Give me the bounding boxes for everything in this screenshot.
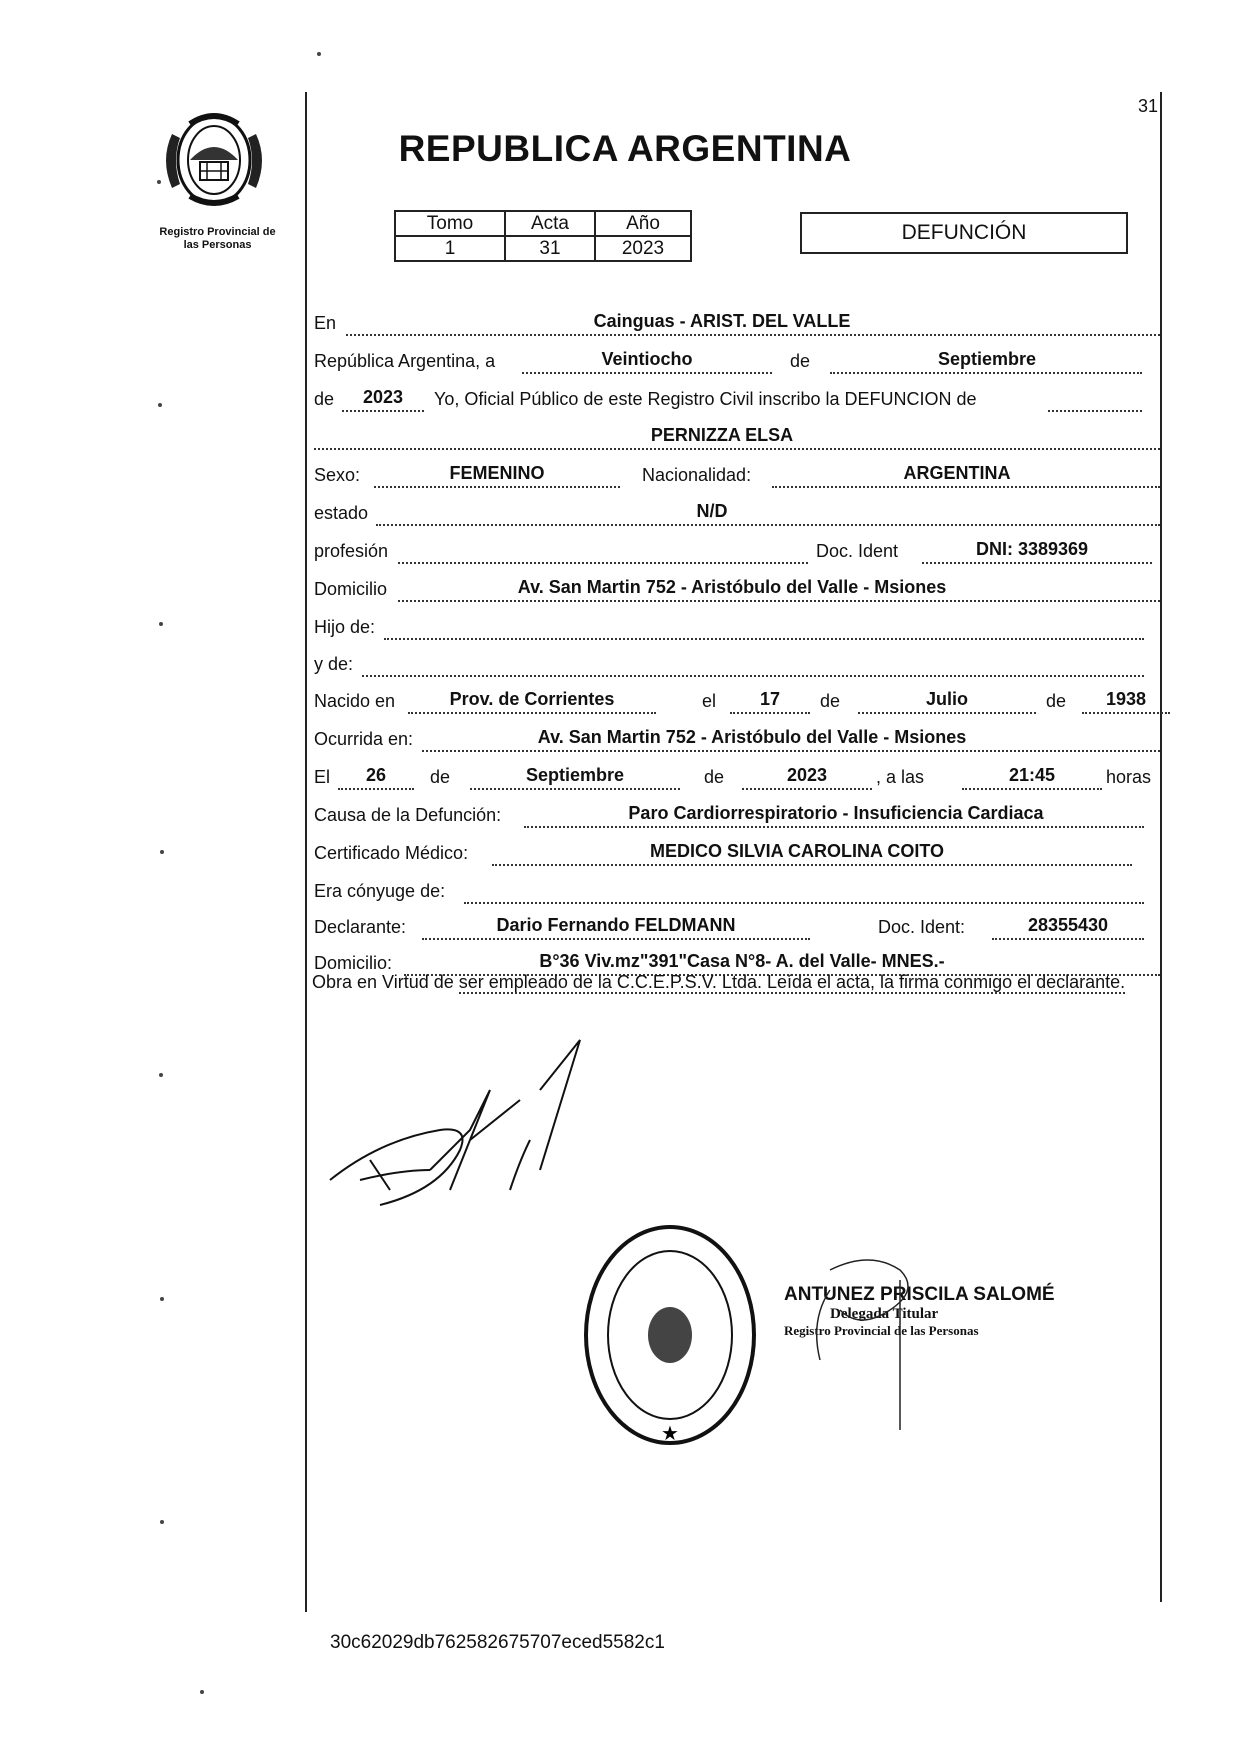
row-certificado: [312, 832, 1162, 868]
nombre-value: PERNIZZA ELSA: [650, 425, 794, 445]
row-conyuge: [312, 870, 1162, 906]
dia-value: Veintiocho: [601, 349, 693, 369]
hijo-label: Hijo de:: [314, 617, 376, 637]
row-domicilio: [312, 568, 1162, 604]
oficial-text: Yo, Oficial Público de este Registro Civil inscribo la DEFUNCION de: [434, 389, 977, 409]
dotted-line: [524, 826, 1144, 828]
de-label: de: [820, 691, 841, 711]
dotted-line: [730, 712, 810, 714]
profesion-label: profesión: [314, 541, 389, 561]
lugar-value: Cainguas - ARIST. DEL VALLE: [593, 311, 851, 331]
scan-speck: [200, 1690, 204, 1694]
def-anio-value: 2023: [786, 765, 828, 785]
logo-caption-line: Registro Provincial de: [159, 226, 276, 238]
official-name: ANTUNEZ PRISCILA SALOMÉ: [784, 1284, 1055, 1305]
doc-label: Doc. Ident: [816, 541, 899, 561]
republica-label: República Argentina, a: [314, 351, 496, 371]
dotted-line: [314, 448, 1160, 450]
alas-label: , a las: [876, 767, 925, 787]
row-ocurrida: [312, 718, 1162, 754]
anio-header: Año: [595, 211, 691, 236]
def-dia-value: 26: [365, 765, 387, 785]
document-hash: 30c62029db762582675707eced5582c1: [330, 1632, 665, 1653]
registry-table: [394, 210, 692, 262]
row-inscripcion: [312, 378, 1162, 414]
row-causa: [312, 794, 1162, 830]
dotted-line: [384, 638, 1144, 640]
declarante-label: Declarante:: [314, 917, 407, 937]
dotted-line: [1048, 410, 1142, 412]
row-fecha-inscripcion: [312, 340, 1162, 376]
dotted-line: [374, 486, 620, 488]
official-role: Delegada Titular: [830, 1306, 939, 1322]
dotted-line: [922, 562, 1152, 564]
certificado-label: Certificado Médico:: [314, 843, 469, 863]
dotted-line: [772, 486, 1160, 488]
scan-speck: [159, 622, 163, 626]
row-fecha-defuncion: [312, 756, 1162, 792]
nac-dia-value: 17: [759, 689, 781, 709]
tomo-header: Tomo: [395, 211, 505, 236]
acta-header: Acta: [505, 211, 595, 236]
dotted-line: [376, 524, 1160, 526]
dotted-line: [398, 562, 808, 564]
de-label: de: [704, 767, 725, 787]
declarante-value: Dario Fernando FELDMANN: [496, 915, 736, 935]
dotted-line: [464, 902, 1144, 904]
official-institution: Registro Provincial de las Personas: [784, 1323, 979, 1338]
nacionalidad-label: Nacionalidad:: [642, 465, 752, 485]
conyuge-label: Era cónyuge de:: [314, 881, 446, 901]
dotted-line: [962, 788, 1102, 790]
de-label: de: [790, 351, 811, 371]
de-label: de: [314, 389, 335, 409]
tomo-value: 1: [395, 236, 505, 261]
dotted-line: [830, 372, 1142, 374]
row-profesion: [312, 530, 1162, 566]
row-lugar: [312, 302, 1162, 338]
row-hijo: [312, 606, 1162, 642]
dotted-line: [398, 600, 1160, 602]
doc2-label: Doc. Ident:: [878, 917, 966, 937]
yde-label: y de:: [314, 654, 354, 674]
estado-value: N/D: [696, 501, 728, 521]
dotted-line: [858, 712, 1036, 714]
obra-label: Obra en Virtud de: [312, 972, 454, 992]
svg-text:★: ★: [661, 1423, 679, 1445]
row-estado: [312, 492, 1162, 528]
dotted-line: [470, 788, 680, 790]
logo-caption-line: las Personas: [183, 239, 252, 251]
scan-speck: [159, 1073, 163, 1077]
dotted-line: [346, 334, 1160, 336]
act-type-box: DEFUNCIÓN: [800, 212, 1128, 254]
domicilio-label: Domicilio: [314, 579, 388, 599]
scan-speck: [160, 850, 164, 854]
causa-value: Paro Cardiorrespiratorio - Insuficiencia Cardiaca: [628, 803, 1044, 823]
nacionalidad-value: ARGENTINA: [903, 463, 1011, 483]
logo-caption: [140, 226, 295, 252]
scan-speck: [317, 52, 321, 56]
horas-label: horas: [1106, 767, 1152, 787]
row-sexo: [312, 454, 1162, 490]
certificado-value: MEDICO SILVIA CAROLINA COITO: [649, 841, 944, 861]
anio-value: 2023: [362, 387, 404, 407]
dotted-line: [362, 675, 1144, 677]
dotted-line: [422, 750, 1160, 752]
row-nombre: [312, 416, 1162, 452]
en-label: En: [314, 313, 337, 333]
dotted-line: [742, 788, 872, 790]
delegation-stamp: [580, 1220, 760, 1450]
doc-value: DNI: 3389369: [975, 539, 1089, 559]
document-title: REPUBLICA ARGENTINA: [398, 128, 852, 169]
left-margin-line: [305, 92, 307, 1612]
de-label: de: [430, 767, 451, 787]
domicilio2-value: B°36 Viv.mz"391"Casa N°8- A. del Valle- MNES.-: [539, 951, 945, 971]
mes-value: Septiembre: [937, 349, 1037, 369]
dotted-line: [992, 938, 1144, 940]
declarant-signature: [320, 1030, 600, 1210]
row-yde: [312, 643, 1162, 679]
sexo-label: Sexo:: [314, 465, 361, 485]
nac-mes-value: Julio: [925, 689, 968, 709]
scan-speck: [160, 1520, 164, 1524]
scan-speck: [160, 1297, 164, 1301]
obra-en-virtud: [312, 968, 1162, 996]
dotted-line: [342, 410, 424, 412]
nac-anio-value: 1938: [1105, 689, 1147, 709]
acta-value: 31: [505, 236, 595, 261]
official-signature-stroke: [800, 1250, 960, 1430]
ocurrida-value: Av. San Martin 752 - Aristóbulo del Valle - Msiones: [537, 727, 967, 747]
def-mes-value: Septiembre: [525, 765, 625, 785]
page-number: 31: [1138, 96, 1159, 116]
dotted-line: [522, 372, 772, 374]
anio-value: 2023: [595, 236, 691, 261]
row-declarante: [312, 906, 1162, 942]
domicilio2-label: Domicilio:: [314, 953, 393, 973]
el-label: El: [314, 767, 331, 787]
scan-speck: [158, 403, 162, 407]
ocurrida-label: Ocurrida en:: [314, 729, 414, 749]
nacido-label: Nacido en: [314, 691, 396, 711]
estado-label: estado: [314, 503, 369, 523]
hora-value: 21:45: [1008, 765, 1056, 785]
el-label: el: [702, 691, 717, 711]
dotted-line: [422, 938, 810, 940]
obra-text: ser empleado de la C.C.E.P.S.V. Ltda. Leída el acta, la firma conmigo el declarante.: [458, 972, 1126, 992]
causa-label: Causa de la Defunción:: [314, 805, 502, 825]
domicilio-value: Av. San Martin 752 - Aristóbulo del Valle - Msiones: [517, 577, 947, 597]
dotted-line: [408, 712, 656, 714]
sexo-value: FEMENINO: [449, 463, 545, 483]
de-label: de: [1046, 691, 1067, 711]
dotted-line: [338, 788, 414, 790]
doc2-value: 28355430: [1027, 915, 1109, 935]
dotted-line: [1082, 712, 1170, 714]
nacido-lugar-value: Prov. de Corrientes: [449, 689, 615, 709]
row-nacimiento: [312, 680, 1162, 716]
dotted-line: [492, 864, 1132, 866]
